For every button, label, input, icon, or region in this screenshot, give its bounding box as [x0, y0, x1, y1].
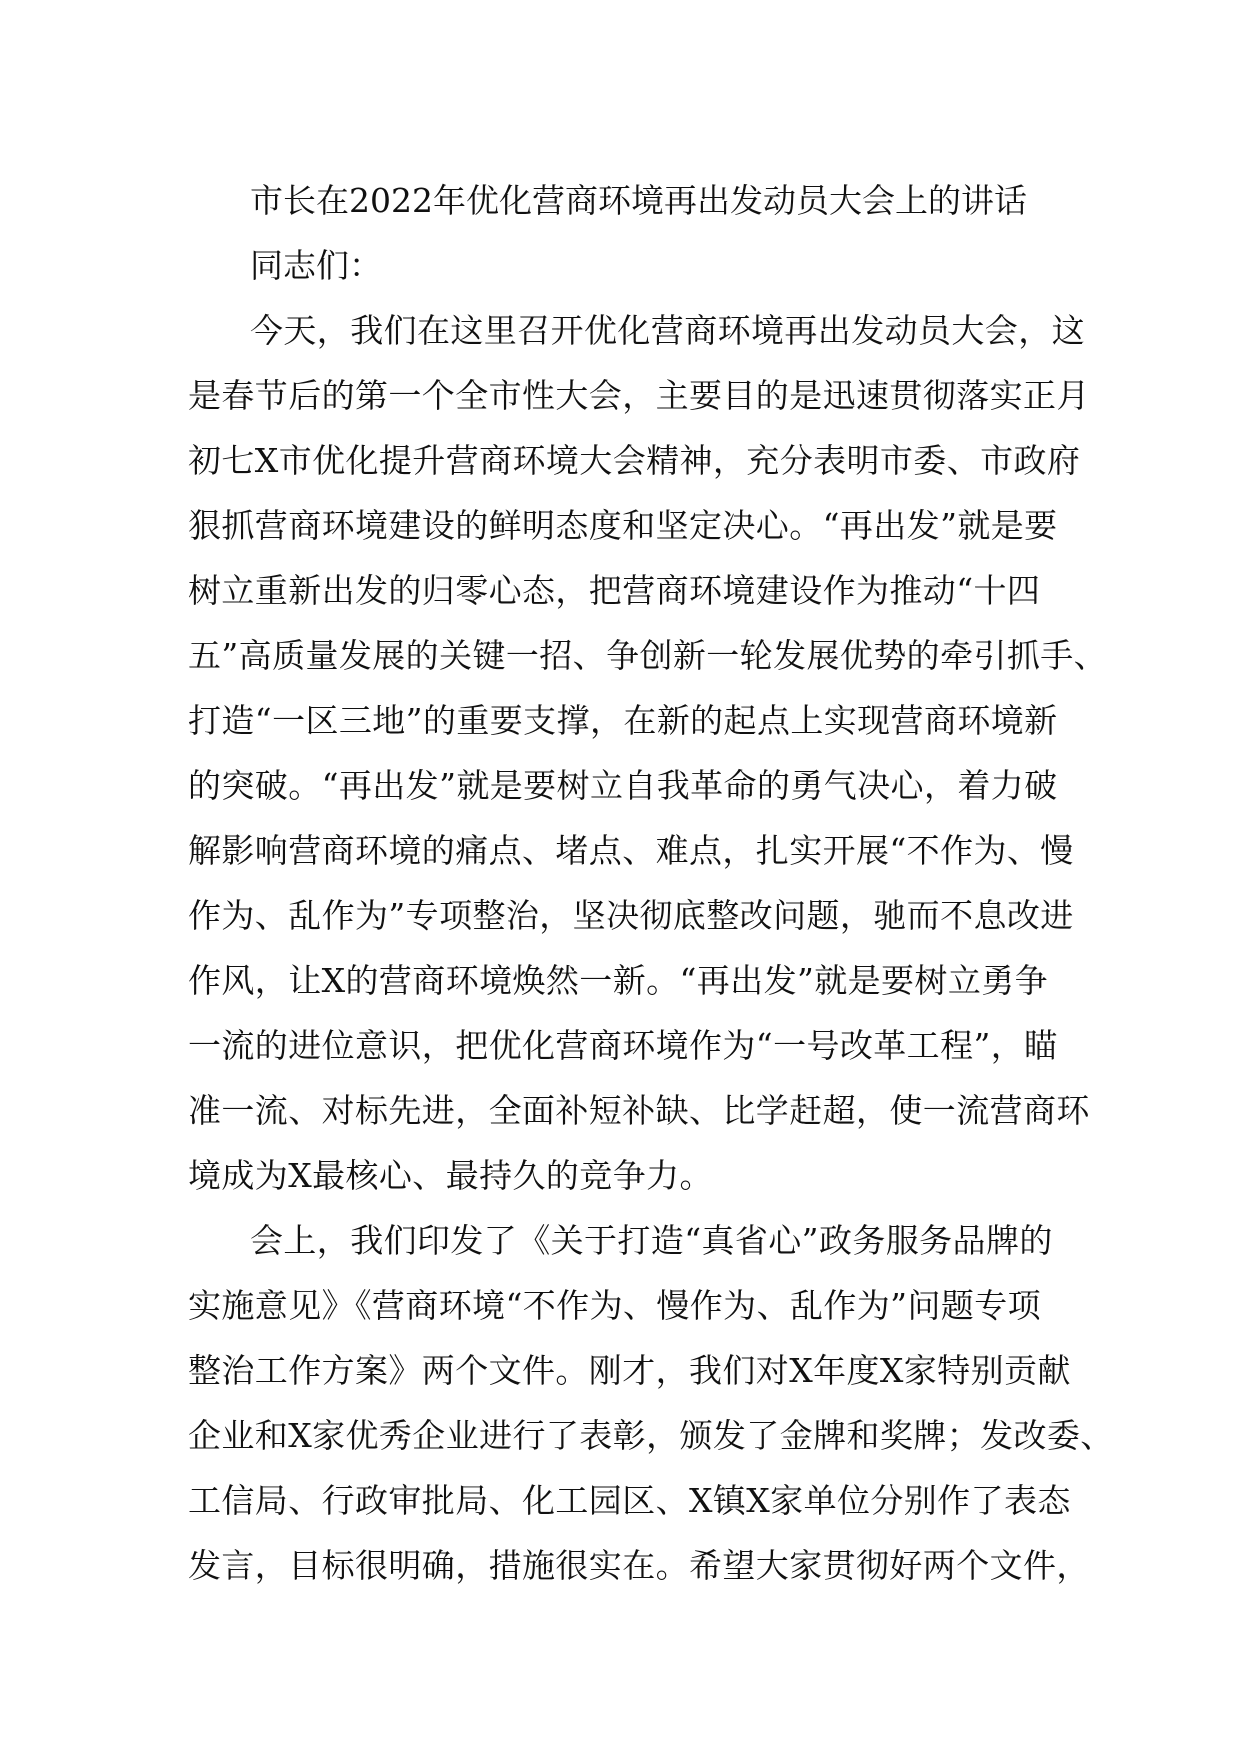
paragraph-1	[188, 298, 1108, 1208]
paragraph-line: 整治工作方案》两个文件。刚才，我们对X年度X家特别贡献	[188, 1351, 1071, 1390]
paragraph-line: 会上，我们印发了《关于打造“真省心”政务服务品牌的	[250, 1221, 1053, 1260]
paragraph-line: 是春节后的第一个全市性大会，主要目的是迅速贯彻落实正月	[188, 376, 1090, 415]
paragraph-line: 实施意见》《营商环境“不作为、慢作为、乱作为”问题专项	[188, 1286, 1042, 1325]
paragraph-line: 境成为X最核心、最持久的竞争力。	[188, 1156, 713, 1195]
paragraph-line: 作为、乱作为”专项整治，坚决彻底整改问题，驰而不息改进	[188, 896, 1074, 935]
document-title: 市长在2022年优化营商环境再出发动员大会上的讲话	[250, 181, 1027, 220]
paragraph-2	[188, 1208, 1114, 1598]
paragraph-line: 今天，我们在这里召开优化营商环境再出发动员大会，这	[250, 311, 1085, 350]
paragraph-line: 解影响营商环境的痛点、堵点、难点，扎实开展“不作为、慢	[188, 831, 1074, 870]
greeting: 同志们：	[250, 246, 382, 285]
paragraph-line: 树立重新出发的归零心态，把营商环境建设作为推动“十四	[188, 571, 1041, 610]
paragraph-line: 准一流、对标先进，全面补短补缺、比学赶超，使一流营商环	[188, 1091, 1090, 1130]
paragraph-line: 工信局、行政审批局、化工园区、X镇X家单位分别作了表态	[188, 1481, 1071, 1520]
paragraph-line: 打造“一区三地”的重要支撑，在新的起点上实现营商环境新	[188, 701, 1058, 740]
paragraph-line: 作风，让X的营商环境焕然一新。“再出发”就是要树立勇争	[188, 961, 1049, 1000]
document-page	[188, 168, 1114, 1598]
paragraph-line: 企业和X家优秀企业进行了表彰，颁发了金牌和奖牌；发改委、	[188, 1416, 1114, 1455]
paragraph-line: 狠抓营商环境建设的鲜明态度和坚定决心。“再出发”就是要	[188, 506, 1058, 545]
paragraph-line: 发言，目标很明确，措施很实在。希望大家贯彻好两个文件，	[188, 1546, 1090, 1585]
paragraph-line: 初七X市优化提升营商环境大会精神，充分表明市委、市政府	[188, 441, 1081, 480]
paragraph-line: 五”高质量发展的关键一招、争创新一轮发展优势的牵引抓手、	[188, 636, 1108, 675]
paragraph-line: 的突破。“再出发”就是要树立自我革命的勇气决心，着力破	[188, 766, 1058, 805]
paragraph-line: 一流的进位意识，把优化营商环境作为“一号改革工程”，瞄	[188, 1026, 1058, 1065]
